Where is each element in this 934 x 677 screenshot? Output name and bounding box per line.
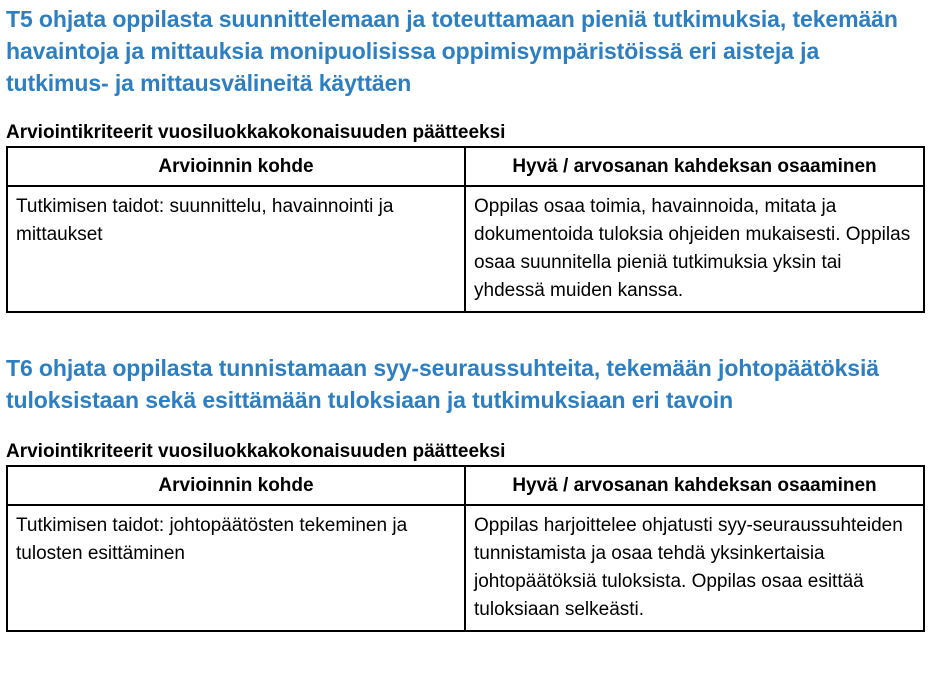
column-header-target: Arvioinnin kohde bbox=[7, 147, 465, 186]
table-header-row bbox=[7, 147, 924, 186]
cell-target: Tutkimisen taidot: suunnittelu, havainnointi ja mittaukset bbox=[7, 186, 465, 312]
criteria-table-t6 bbox=[6, 465, 925, 632]
cell-target: Tutkimisen taidot: johtopäätösten tekeminen ja tulosten esittäminen bbox=[7, 505, 465, 631]
criteria-heading-t6: Arviointikriteerit vuosiluokkakokonaisuuden päätteeksi bbox=[6, 441, 506, 462]
table-row bbox=[7, 505, 924, 631]
goal-title-t5: T5 ohjata oppilasta suunnittelemaan ja toteuttamaan pieniä tutkimuksia, tekemään havaintoja ja mittauksia monipuolisissa oppimisympäristöissä eri aisteja ja tutkimus- ja mittausvälineitä käyttäen bbox=[6, 6, 898, 96]
criteria-table-t5 bbox=[6, 146, 925, 313]
criteria-heading-t5: Arviointikriteerit vuosiluokkakokonaisuuden päätteeksi bbox=[6, 122, 506, 143]
column-header-grade-eight: Hyvä / arvosanan kahdeksan osaaminen bbox=[465, 147, 924, 186]
table-header-row bbox=[7, 466, 924, 505]
cell-description: Oppilas osaa toimia, havainnoida, mitata ja dokumentoida tuloksia ohjeiden mukaisesti. Oppilas osaa suunnitella pieniä tutkimuksia yksin tai yhdessä muiden kanssa. bbox=[465, 186, 924, 312]
goal-section-t5 bbox=[6, 3, 924, 313]
table-row bbox=[7, 186, 924, 312]
goal-section-t6 bbox=[6, 352, 924, 632]
column-header-grade-eight: Hyvä / arvosanan kahdeksan osaaminen bbox=[465, 466, 924, 505]
cell-description: Oppilas harjoittelee ohjatusti syy-seuraussuhteiden tunnistamista ja osaa tehdä yksinkertaisia johtopäätöksiä tuloksista. Oppilas osaa esittää tuloksiaan selkeästi. bbox=[465, 505, 924, 631]
column-header-target: Arvioinnin kohde bbox=[7, 466, 465, 505]
goal-title-t6: T6 ohjata oppilasta tunnistamaan syy-seuraussuhteita, tekemään johtopäätöksiä tuloksistaan sekä esittämään tuloksiaan ja tutkimuksiaan eri tavoin bbox=[6, 355, 879, 413]
